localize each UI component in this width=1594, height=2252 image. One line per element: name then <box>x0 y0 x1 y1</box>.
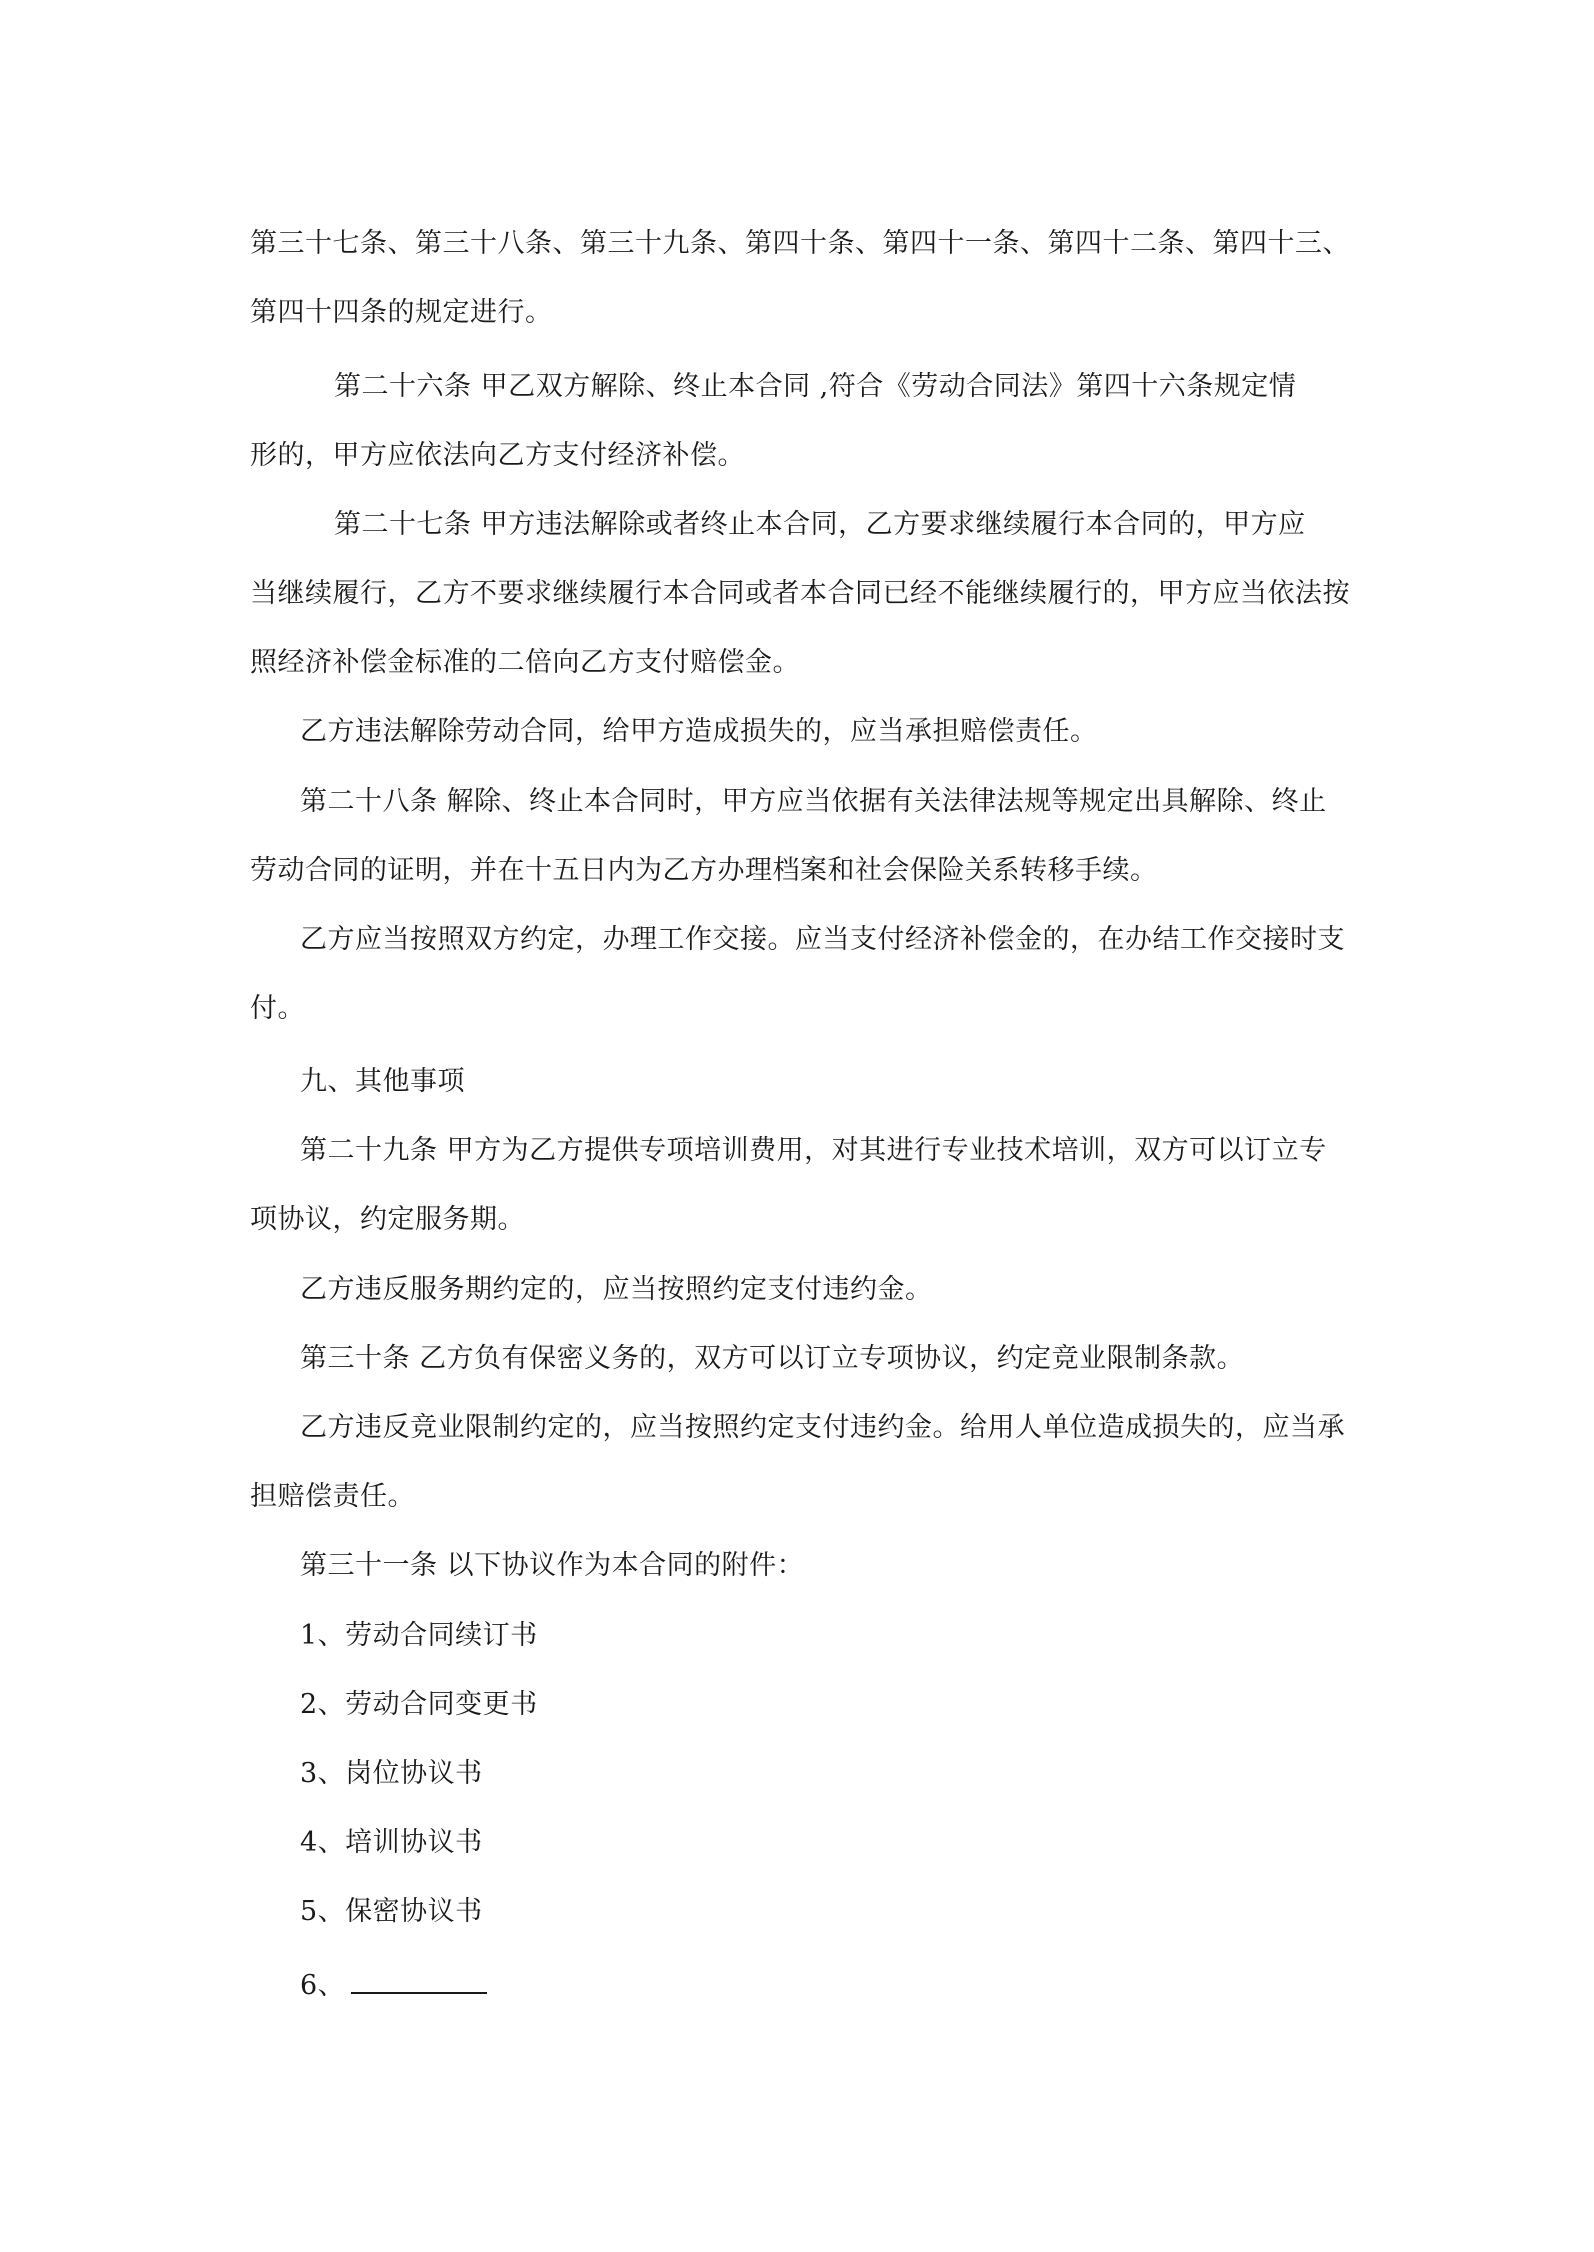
paragraph-line: 乙方应当按照双方约定，办理工作交接。应当支付经济补偿金的，在办结工作交接时支 <box>300 924 1345 955</box>
attachment-item: 3、岗位协议书 <box>300 1758 483 1789</box>
attachment-item: 2、劳动合同变更书 <box>300 1689 538 1720</box>
text-line: 第四十四条的规定进行。 <box>250 297 553 328</box>
text-line: 第三十七条、第三十八条、第三十九条、第四十条、第四十一条、第四十二条、第四十三、 <box>250 228 1350 259</box>
attachment-item: 5、保密协议书 <box>300 1896 483 1927</box>
article-30-heading: 第三十条 乙方负有保密义务的，双方可以订立专项协议，约定竞业限制条款。 <box>300 1343 1245 1374</box>
article-26-heading: 第二十六条 甲乙双方解除、终止本合同 ,符合《劳动合同法》第四十六条规定情 <box>334 371 1297 402</box>
article-29-heading: 第二十九条 甲方为乙方提供专项培训费用，对其进行专业技术培训，双方可以订立专 <box>300 1135 1327 1166</box>
text-line: 付。 <box>250 993 305 1024</box>
attachment-item-blank <box>300 1964 487 2004</box>
text-line: 当继续履行，乙方不要求继续履行本合同或者本合同已经不能继续履行的，甲方应当依法按 <box>250 578 1350 609</box>
paragraph-line: 乙方违反服务期约定的，应当按照约定支付违约金。 <box>300 1274 933 1305</box>
article-28-heading: 第二十八条 解除、终止本合同时，甲方应当依据有关法律法规等规定出具解除、终止 <box>300 786 1327 817</box>
section-heading-other-matters: 九、其他事项 <box>300 1066 465 1097</box>
text-line: 担赔偿责任。 <box>250 1481 415 1512</box>
article-31-heading: 第三十一条 以下协议作为本合同的附件： <box>300 1550 805 1581</box>
text-line: 形的，甲方应依法向乙方支付经济补偿。 <box>250 440 745 471</box>
text-line: 照经济补偿金标准的二倍向乙方支付赔偿金。 <box>250 647 800 678</box>
paragraph-line: 乙方违法解除劳动合同，给甲方造成损失的，应当承担赔偿责任。 <box>300 716 1098 747</box>
text-line: 劳动合同的证明，并在十五日内为乙方办理档案和社会保险关系转移手续。 <box>250 855 1158 886</box>
paragraph-line: 乙方违反竞业限制约定的，应当按照约定支付违约金。给用人单位造成损失的，应当承 <box>300 1412 1345 1443</box>
attachment-item: 4、培训协议书 <box>300 1827 483 1858</box>
article-27-heading: 第二十七条 甲方违法解除或者终止本合同，乙方要求继续履行本合同的，甲方应 <box>334 509 1306 540</box>
text-line: 项协议，约定服务期。 <box>250 1204 525 1235</box>
fill-in-blank-line <box>351 1964 487 1994</box>
attachment-item-label: 6、 <box>300 1970 346 2001</box>
attachment-item: 1、劳动合同续订书 <box>300 1620 538 1651</box>
